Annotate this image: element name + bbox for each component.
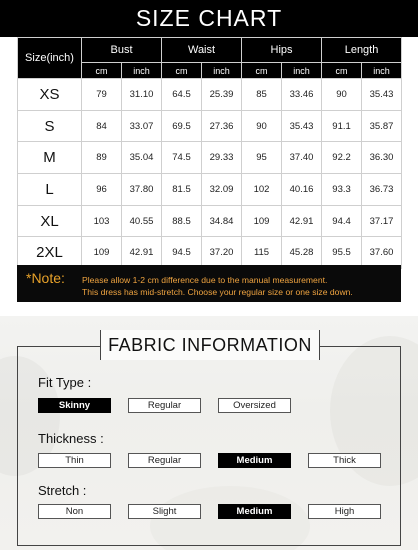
unit-label: cm bbox=[82, 63, 122, 79]
thickness-option-thick: Thick bbox=[308, 453, 381, 468]
unit-label: inch bbox=[202, 63, 242, 79]
table-cell: 31.10 bbox=[122, 79, 162, 111]
table-cell: 95.5 bbox=[322, 237, 362, 269]
unit-label: inch bbox=[362, 63, 402, 79]
note-band bbox=[17, 265, 401, 302]
table-cell: 35.87 bbox=[362, 110, 402, 142]
stretch-option-slight: Slight bbox=[128, 504, 201, 519]
length-header: Length bbox=[322, 38, 402, 63]
thickness-option-medium: Medium bbox=[218, 453, 291, 468]
table-cell: 92.2 bbox=[322, 142, 362, 174]
table-row bbox=[18, 174, 402, 206]
size-chart-title: SIZE CHART bbox=[0, 0, 418, 37]
table-cell: 40.16 bbox=[282, 174, 322, 206]
thickness-option-regular: Regular bbox=[128, 453, 201, 468]
table-cell: 37.60 bbox=[362, 237, 402, 269]
thickness-label: Thickness : bbox=[38, 431, 104, 446]
unit-label: cm bbox=[162, 63, 202, 79]
size-label: M bbox=[18, 142, 82, 174]
table-cell: 93.3 bbox=[322, 174, 362, 206]
unit-label: inch bbox=[122, 63, 162, 79]
table-row bbox=[18, 110, 402, 142]
size-label: S bbox=[18, 110, 82, 142]
size-chart-table bbox=[17, 37, 402, 269]
unit-label: cm bbox=[242, 63, 282, 79]
table-cell: 109 bbox=[242, 205, 282, 237]
fit-option-skinny: Skinny bbox=[38, 398, 111, 413]
table-cell: 115 bbox=[242, 237, 282, 269]
table-cell: 35.04 bbox=[122, 142, 162, 174]
table-cell: 35.43 bbox=[282, 110, 322, 142]
size-label: 2XL bbox=[18, 237, 82, 269]
stretch-option-medium: Medium bbox=[218, 504, 291, 519]
table-cell: 102 bbox=[242, 174, 282, 206]
table-cell: 34.84 bbox=[202, 205, 242, 237]
fabric-title: FABRIC INFORMATION bbox=[100, 330, 320, 360]
table-cell: 33.07 bbox=[122, 110, 162, 142]
table-row bbox=[18, 79, 402, 111]
note-line-1: Please allow 1-2 cm difference due to the manual measurement. bbox=[82, 275, 328, 285]
table-cell: 94.4 bbox=[322, 205, 362, 237]
size-label: L bbox=[18, 174, 82, 206]
table-cell: 90 bbox=[242, 110, 282, 142]
table-cell: 94.5 bbox=[162, 237, 202, 269]
table-cell: 33.46 bbox=[282, 79, 322, 111]
thickness-option-thin: Thin bbox=[38, 453, 111, 468]
table-cell: 69.5 bbox=[162, 110, 202, 142]
table-row bbox=[18, 237, 402, 269]
table-cell: 84 bbox=[82, 110, 122, 142]
table-cell: 79 bbox=[82, 79, 122, 111]
table-cell: 37.20 bbox=[202, 237, 242, 269]
table-cell: 85 bbox=[242, 79, 282, 111]
fit-option-oversized: Oversized bbox=[218, 398, 291, 413]
table-cell: 64.5 bbox=[162, 79, 202, 111]
table-row bbox=[18, 205, 402, 237]
table-cell: 37.17 bbox=[362, 205, 402, 237]
table-row bbox=[18, 142, 402, 174]
table-cell: 74.5 bbox=[162, 142, 202, 174]
size-label: XL bbox=[18, 205, 82, 237]
unit-label: inch bbox=[282, 63, 322, 79]
stretch-option-high: High bbox=[308, 504, 381, 519]
table-cell: 109 bbox=[82, 237, 122, 269]
table-cell: 32.09 bbox=[202, 174, 242, 206]
table-cell: 88.5 bbox=[162, 205, 202, 237]
bust-header: Bust bbox=[82, 38, 162, 63]
table-cell: 40.55 bbox=[122, 205, 162, 237]
table-cell: 37.80 bbox=[122, 174, 162, 206]
table-cell: 103 bbox=[82, 205, 122, 237]
table-cell: 91.1 bbox=[322, 110, 362, 142]
table-cell: 95 bbox=[242, 142, 282, 174]
fit-option-regular: Regular bbox=[128, 398, 201, 413]
table-cell: 36.73 bbox=[362, 174, 402, 206]
size-column-header: Size(inch) bbox=[18, 38, 82, 79]
hips-header: Hips bbox=[242, 38, 322, 63]
stretch-option-non: Non bbox=[38, 504, 111, 519]
table-cell: 42.91 bbox=[122, 237, 162, 269]
table-cell: 45.28 bbox=[282, 237, 322, 269]
table-cell: 81.5 bbox=[162, 174, 202, 206]
note-label: *Note: bbox=[26, 270, 65, 286]
unit-label: cm bbox=[322, 63, 362, 79]
table-cell: 90 bbox=[322, 79, 362, 111]
size-label: XS bbox=[18, 79, 82, 111]
table-cell: 35.43 bbox=[362, 79, 402, 111]
table-cell: 29.33 bbox=[202, 142, 242, 174]
table-cell: 42.91 bbox=[282, 205, 322, 237]
table-cell: 96 bbox=[82, 174, 122, 206]
table-cell: 25.39 bbox=[202, 79, 242, 111]
table-cell: 36.30 bbox=[362, 142, 402, 174]
stretch-label: Stretch : bbox=[38, 483, 87, 498]
waist-header: Waist bbox=[162, 38, 242, 63]
note-line-2: This dress has mid-stretch. Choose your regular size or one size down. bbox=[82, 287, 353, 297]
table-cell: 37.40 bbox=[282, 142, 322, 174]
fit-type-label: Fit Type : bbox=[38, 375, 92, 390]
table-cell: 89 bbox=[82, 142, 122, 174]
table-cell: 27.36 bbox=[202, 110, 242, 142]
